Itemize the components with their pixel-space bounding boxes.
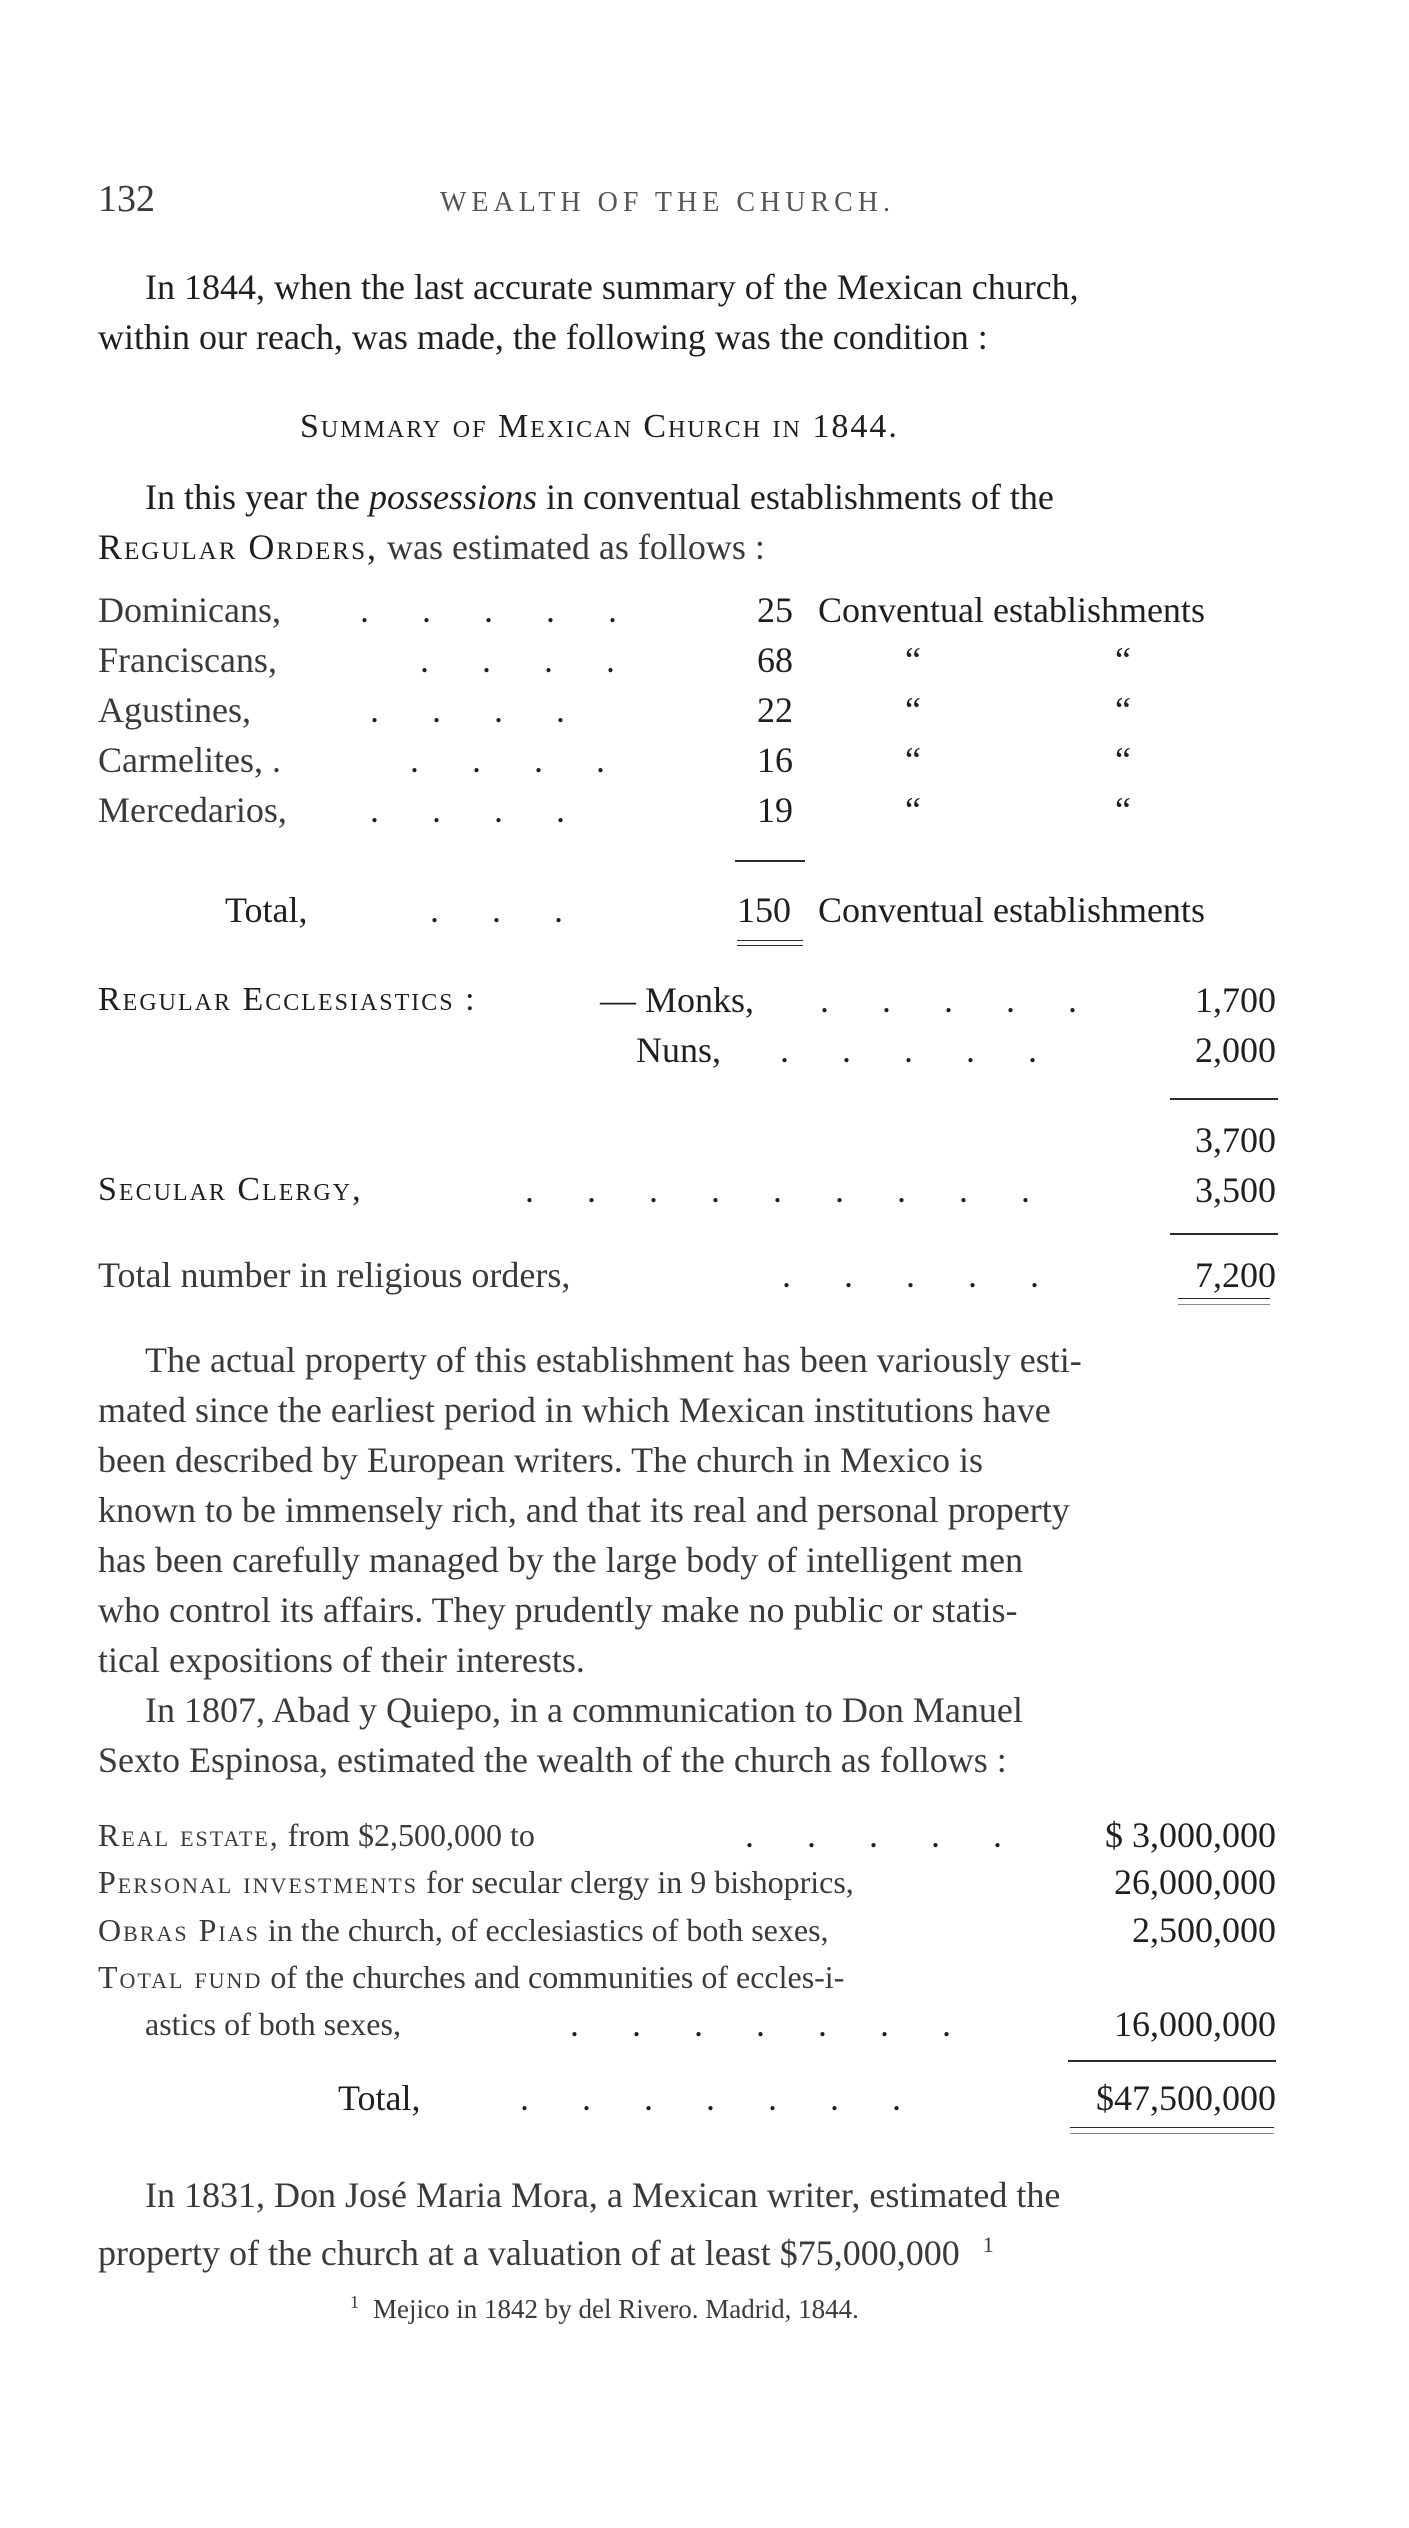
wealth-row-dots: . . . . .	[745, 1815, 1024, 1855]
paragraph-line: mated since the earliest period in which Mexican institutions have	[98, 1390, 1051, 1430]
footnote-reference[interactable]: 1	[982, 2232, 994, 2257]
wealth-row-value: 16,000,000	[1114, 2004, 1276, 2044]
religious-orders-double-rule	[1178, 1298, 1270, 1299]
possessions-post: in conventual establishments of the	[536, 477, 1054, 517]
ditto-mark: “	[1115, 640, 1131, 680]
paragraph-line: The actual property of this establishment has been variously esti-	[145, 1340, 1082, 1380]
wealth-total-value: $47,500,000	[1096, 2078, 1276, 2118]
orders-total-count: 150	[737, 890, 791, 930]
paragraph-line: In 1807, Abad y Quiepo, in a communication to Don Manuel	[145, 1690, 1023, 1730]
order-dots: . . . . .	[360, 590, 639, 630]
wealth-row-label	[98, 1952, 844, 2002]
order-count: 25	[757, 590, 793, 630]
secular-clergy-value: 3,500	[1195, 1170, 1276, 1210]
wealth-row-category: Real estate,	[98, 1817, 280, 1853]
wealth-row-text: in the church, of ecclesiastics of both sexes,	[259, 1912, 829, 1948]
ditto-mark: “	[905, 640, 921, 680]
secular-clergy-label: Secular Clergy,	[98, 1171, 363, 1208]
paragraph-line: been described by European writers. The church in Mexico is	[98, 1440, 984, 1480]
order-name: Agustines,	[98, 690, 251, 730]
ecclesiastics-sum-rule	[1170, 1098, 1278, 1100]
paragraph-line: In 1831, Don José Maria Mora, a Mexican writer, estimated the	[145, 2175, 1061, 2215]
nuns-label: Nuns,	[636, 1030, 722, 1070]
orders-total-unit: Conventual establishments	[818, 890, 1205, 930]
order-name: Franciscans,	[98, 640, 277, 680]
wealth-row-value: 2,500,000	[1132, 1910, 1276, 1950]
possessions-line-2-post: was estimated as follows :	[377, 527, 765, 567]
wealth-row-label	[98, 1905, 829, 1955]
ditto-mark: “	[905, 790, 921, 830]
nuns-dots: . . . . .	[780, 1030, 1059, 1070]
paragraph-line: tical expositions of their interests.	[98, 1640, 585, 1680]
wealth-row-text: from $2,500,000 to	[279, 1817, 535, 1853]
order-name: Dominicans,	[98, 590, 281, 630]
order-dots: . . . .	[420, 640, 637, 680]
footnote-marker: 1	[350, 2292, 359, 2312]
order-dots: . . . .	[410, 740, 627, 780]
wealth-row-label	[145, 1999, 401, 2049]
possessions-em: possessions	[368, 477, 537, 517]
possessions-pre: In this year the	[145, 477, 369, 517]
section-title: Summary of Mexican Church in 1844.	[300, 408, 899, 445]
wealth-total-label: Total,	[338, 2078, 421, 2118]
possessions-line-1	[145, 472, 1054, 522]
order-count: 16	[757, 740, 793, 780]
wealth-row-text: for secular clergy in 9 bishoprics,	[418, 1864, 854, 1900]
paragraph-line: Sexto Espinosa, estimated the wealth of the church as follows :	[98, 1740, 1007, 1780]
religious-orders-total-label: Total number in religious orders,	[98, 1255, 571, 1295]
ditto-mark: “	[1115, 690, 1131, 730]
intro-line-2: within our reach, was made, the following was the condition :	[98, 317, 988, 357]
paragraph-text: property of the church at a valuation of at least $75,000,000	[98, 2233, 960, 2273]
order-count: 22	[757, 690, 793, 730]
order-name: Carmelites, .	[98, 740, 281, 780]
wealth-row-text: of the churches and communities of eccles-i-	[262, 1959, 845, 1995]
wealth-total-double-rule	[1070, 2133, 1274, 2134]
orders-total-label: Total,	[225, 890, 308, 930]
page-number: 132	[98, 178, 155, 220]
paragraph-line	[98, 2220, 994, 2278]
order-dots: . . . .	[370, 690, 587, 730]
ecclesiastics-subtotal: 3,700	[1195, 1120, 1276, 1160]
running-title: WEALTH OF THE CHURCH.	[440, 187, 896, 218]
orders-total-dots: . . .	[430, 890, 585, 930]
order-name: Mercedarios,	[98, 790, 287, 830]
monks-dots: . . . . .	[820, 980, 1099, 1020]
wealth-sum-rule	[1068, 2060, 1276, 2062]
possessions-line-2	[98, 522, 765, 572]
wealth-row-text: astics of both sexes,	[145, 2006, 401, 2042]
wealth-row-dots: . . . . . . .	[570, 2004, 973, 2044]
intro-line-1: In 1844, when the last accurate summary of the Mexican church,	[145, 267, 1079, 307]
nuns-value: 2,000	[1195, 1030, 1276, 1070]
wealth-total-double-rule	[1070, 2127, 1274, 2128]
religious-orders-double-rule	[1178, 1304, 1270, 1305]
regular-orders-label: Regular Orders,	[98, 527, 378, 567]
wealth-row-category: Total fund	[98, 1959, 263, 1995]
paragraph-line: known to be immensely rich, and that its real and personal property	[98, 1490, 1070, 1530]
ditto-mark: “	[1115, 790, 1131, 830]
wealth-total-dots: . . . . . . .	[520, 2078, 923, 2118]
secular-clergy-dots: . . . . . . . . .	[525, 1170, 1052, 1210]
orders-total-double-rule	[737, 940, 803, 941]
paragraph-line: who control its affairs. They prudently make no public or statis-	[98, 1590, 1018, 1630]
monks-label: — Monks,	[600, 980, 755, 1020]
wealth-row-value: $ 3,000,000	[1105, 1815, 1276, 1855]
order-dots: . . . .	[370, 790, 587, 830]
ditto-mark: “	[905, 740, 921, 780]
clergy-sum-rule	[1170, 1233, 1278, 1235]
religious-orders-total-value: 7,200	[1195, 1255, 1276, 1295]
wealth-row-label	[98, 1857, 854, 1907]
wealth-row-category: Obras Pias	[98, 1912, 260, 1948]
order-count: 19	[757, 790, 793, 830]
paragraph-line: has been carefully managed by the large body of intelligent men	[98, 1540, 1024, 1580]
religious-orders-total-dots: . . . . .	[782, 1255, 1061, 1295]
footnote-text: Mejico in 1842 by del Rivero. Madrid, 1844.	[373, 2294, 859, 2324]
monks-value: 1,700	[1195, 980, 1276, 1020]
regular-ecclesiastics-label: Regular Ecclesiastics :	[98, 981, 477, 1018]
orders-total-double-rule	[737, 945, 803, 946]
wealth-row-value: 26,000,000	[1114, 1862, 1276, 1902]
ditto-mark: “	[905, 690, 921, 730]
order-count: 68	[757, 640, 793, 680]
orders-sum-rule	[735, 860, 805, 862]
footnote	[350, 2292, 859, 2325]
wealth-row-label	[98, 1810, 535, 1860]
wealth-row-category: Personal investments	[98, 1864, 419, 1900]
order-unit: Conventual establishments	[818, 590, 1205, 630]
ditto-mark: “	[1115, 740, 1131, 780]
